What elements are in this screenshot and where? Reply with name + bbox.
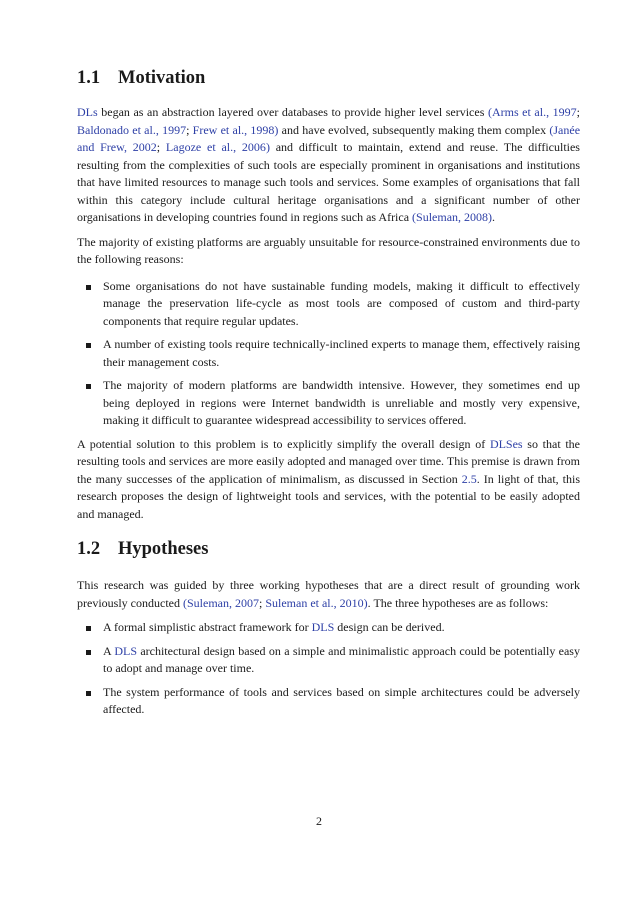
text-run: ;	[258, 595, 266, 610]
section-number: 1.1	[77, 68, 101, 88]
text-run: . The three hypotheses are as follows:	[367, 595, 549, 610]
bullet-item	[77, 336, 580, 371]
citation-link[interactable]: (Suleman, 2008	[412, 210, 489, 224]
citation-link[interactable]: DLS	[311, 620, 335, 634]
text-run: and have evolved, subsequently making them complex	[278, 122, 550, 137]
text-run: A formal simplistic abstract framework for	[103, 620, 312, 634]
reasons-list	[77, 278, 580, 430]
citation-link[interactable]: DLSes	[489, 436, 523, 451]
text-run: .	[492, 210, 496, 224]
bullet-item	[77, 684, 580, 719]
square-bullet-icon	[86, 691, 91, 696]
text-run: The majority of modern platforms are bandwidth intensive. However, they sometimes end up being deployed in regions were Internet bandwidth is unreliable and mostly very expensive, making it difficult to guarantee widespread accessibility to services offered.	[103, 378, 580, 427]
square-bullet-icon	[86, 384, 91, 389]
citation-link[interactable]: Suleman et al., 2010	[265, 595, 364, 610]
square-bullet-icon	[86, 626, 91, 631]
square-bullet-icon	[86, 285, 91, 290]
text-run: This research was guided by three working hypotheses that are a direct result of grounding work previously conducted	[77, 578, 580, 610]
citation-link[interactable]: )	[363, 595, 368, 610]
hypotheses-list	[77, 619, 580, 719]
citation-link[interactable]: DLS	[114, 643, 137, 658]
citation-link[interactable]: Lagoze et al., 2006	[165, 140, 266, 154]
citation-link[interactable]: )	[274, 122, 279, 137]
section-heading-motivation	[77, 68, 205, 89]
text-run: A potential solution to this problem is to explicitly simplify the overall design of	[77, 436, 490, 451]
text-run: . In light of that, this research proposes the design of lightweight tools and services, with the potential to be easily adopted and managed.	[77, 471, 580, 521]
section-number: 1.2	[77, 539, 101, 559]
citation-link[interactable]: )	[488, 210, 493, 224]
citation-link[interactable]: Baldonado et al., 1997	[77, 122, 187, 137]
citation-link[interactable]: 2.5	[461, 471, 477, 486]
citation-link[interactable]: DLs	[77, 105, 98, 119]
motivation-paragraph-3	[77, 436, 580, 524]
square-bullet-icon	[86, 650, 91, 655]
citation-link[interactable]: (Arms et al., 1997	[487, 105, 577, 119]
citation-link[interactable]: (Janée and Frew, 2002	[77, 122, 581, 154]
text-run: A	[103, 643, 115, 658]
text-run: began as an abstraction layered over databases to provide higher level services	[97, 105, 488, 119]
section-title: Motivation	[118, 68, 206, 88]
bullet-item	[77, 278, 580, 331]
text-run: architectural design based on a simple and minimalistic approach could be potentially easy to adopt and manage over time.	[103, 643, 580, 675]
motivation-body	[77, 104, 580, 523]
text-run: so that the resulting tools and services are more easily adopted and managed over time. This premise is drawn from the many successes of the application of minimalism, as discussed in Section	[77, 436, 580, 486]
section-heading-hypotheses	[77, 539, 208, 560]
citation-link[interactable]: Frew et al., 1998	[192, 122, 275, 137]
square-bullet-icon	[86, 343, 91, 348]
hypotheses-paragraph-1	[77, 577, 580, 612]
text-run: A number of existing tools require technically-inclined experts to manage them, effectively raising their management costs.	[103, 337, 580, 369]
citation-link[interactable]: )	[265, 140, 270, 154]
hypotheses-body	[77, 577, 580, 725]
section-title: Hypotheses	[118, 539, 209, 559]
bullet-item	[77, 377, 580, 430]
text-run: ;	[186, 122, 193, 137]
motivation-paragraph-1	[77, 104, 580, 227]
text-run: and difficult to maintain, extend and reuse. The difficulties resulting from the complexities of such tools are especially prominent in organisations and institutions that have limited resources to manage such tools and services. Some examples of organisations that fall within this category include cultural heritage organisations and a significant number of other organisations in developing countries found in regions such as Africa	[77, 140, 580, 224]
bullet-item	[77, 643, 580, 678]
text-run: Some organisations do not have sustainable funding models, making it difficult to effectively manage the preservation life-cycle as most tools are composed of custom and third-party components that require regular updates.	[103, 278, 580, 328]
text-run: The system performance of tools and services based on simple architectures could be adversely affected.	[103, 684, 580, 716]
text-run: design can be derived.	[334, 620, 445, 634]
bullet-item	[77, 619, 580, 637]
text-run: ;	[156, 140, 166, 154]
page-number: 2	[316, 814, 322, 828]
motivation-paragraph-2: The majority of existing platforms are arguably unsuitable for resource-constrained environments due to the following reasons:	[77, 234, 580, 266]
citation-link[interactable]: (Suleman, 2007	[182, 595, 259, 610]
text-run: ;	[576, 105, 580, 119]
